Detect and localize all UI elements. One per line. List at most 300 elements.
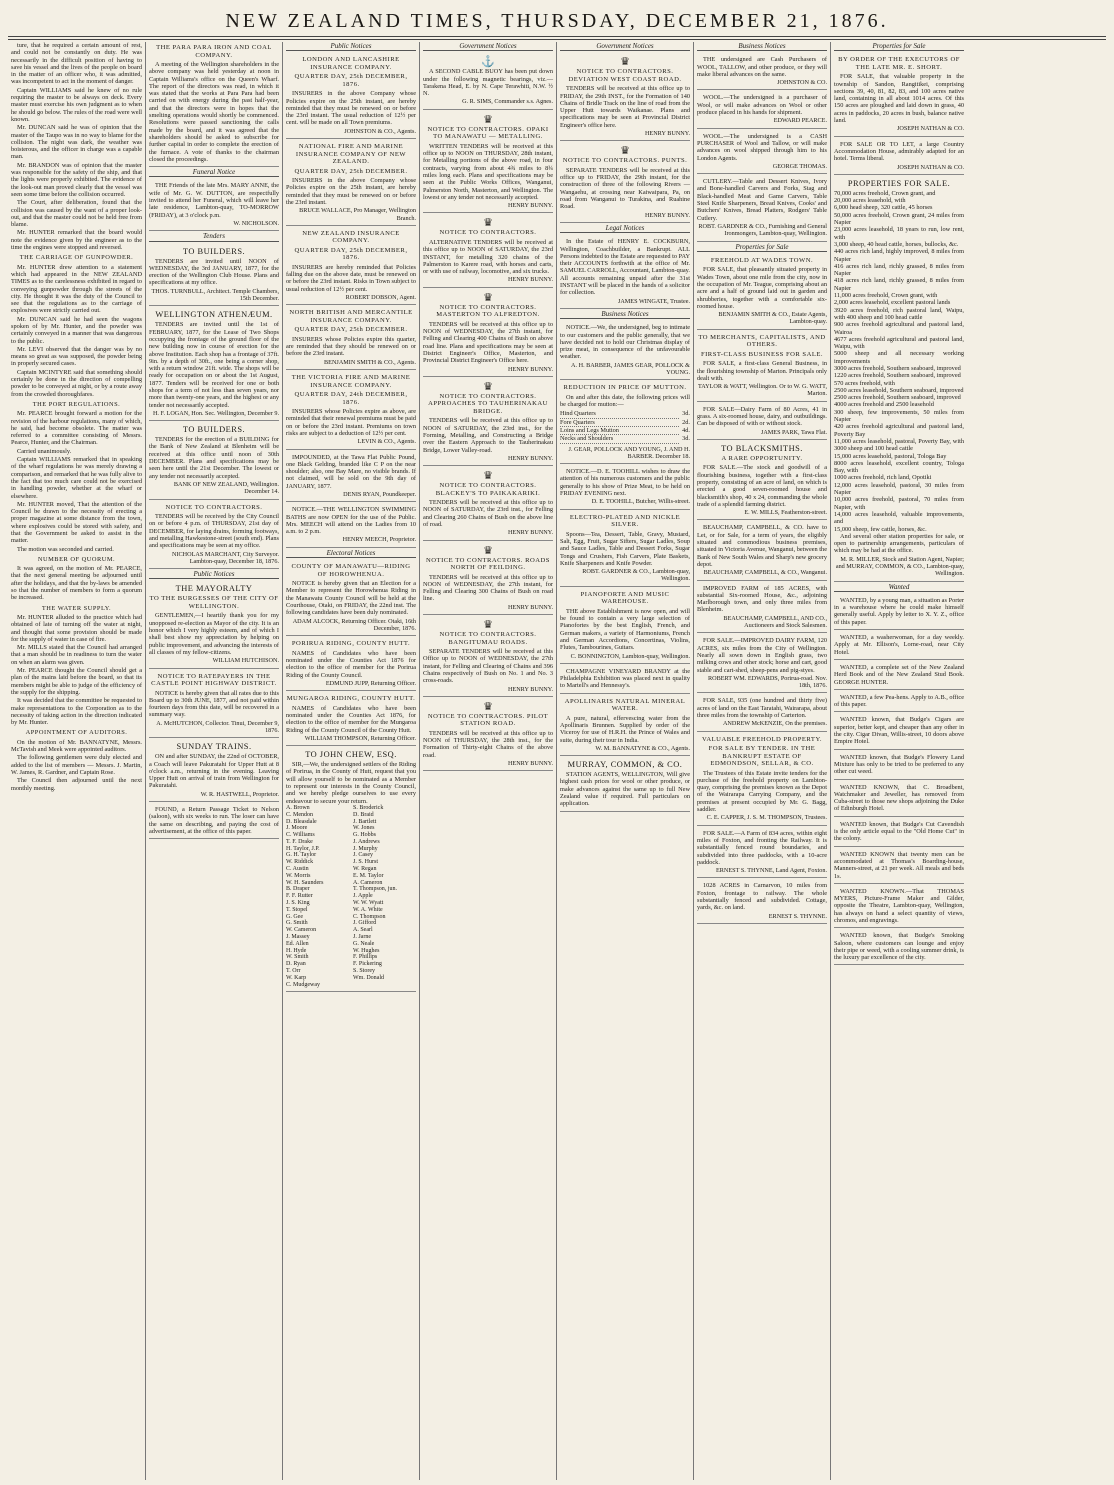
signatory-name: H. Hyde — [286, 947, 307, 954]
news-subheading: THE CARRIAGE OF GUNPOWDER. — [19, 254, 134, 262]
ad-body: SIR,—We, the undersigned settlers of the Riding of Porirua, in the County of Hutt, request that you will allow yourself to be nominated as a Member to represent our interests in the County Council, and we hereby pledge ourselves to use every endeavour to secure your return. — [286, 761, 416, 805]
section-legal: Legal Notices — [560, 225, 690, 233]
signatory-name: T. Thompson, jun. — [353, 886, 397, 893]
ad-signature: GEORGE THOMAS. — [772, 162, 827, 170]
ad-body: GENTLEMEN,—I heartily thank you for my unopposed re-election as Mayor of the city. It is an honor which I very highly esteem, and of which I shall best show my appreciation by helping on public improvement, and advancing the interests of all classes of my fellow-citizens. — [149, 612, 279, 656]
news-paragraph: Mr. HUNTER drew attention to a statement which had appeared in the NEW ZEALAND TIMES as to the carelessness exhibited in regard to conveying gunpowder through the streets of the city. He thought it was the duty of the Council to see that the regulations as to the carriage of explosives were strictly carried out. — [11, 263, 142, 315]
ad-title: NOTICE TO CONTRACTORS. OPAKI TO MANAWATU — METALLING. — [427, 125, 549, 141]
ad-body: And several other station properties for sale, or open to partnership arrangements, particulars of which may be had at the office. — [834, 532, 964, 555]
news-paragraph: It was decided that the committee be requested to make representations to the Corporation as to the necessity of taking action in the direction indicated by Mr. Hunter. — [11, 697, 142, 727]
ad-signature: WILLIAM HUTCHISON. — [212, 657, 279, 665]
signatory-name: G. Neale — [353, 940, 375, 947]
signatory-name: F. Pickering — [353, 961, 382, 968]
ad-body: TENDERS are invited until NOON of WEDNESDAY, the 3rd JANUARY, 1877, for the erection of the Wellington Club House. Plans and specifications at my office. — [149, 257, 279, 287]
ad-body: FOR SALE.—IMPROVED DAIRY FARM, 120 ACRES, six miles from the City of Wellington. Nearly all sown down in English grass, two milking cows and other stock; horse and cart, good stable and cart-shed, sheep-pens and pig-styes. — [697, 637, 827, 674]
ad-signature: ROBT. GARDNER & CO., Lambton-quay, Wellington. — [582, 568, 690, 583]
ad-body: INSURERS are hereby reminded that Policies falling due on the above date, must be renewed on or before the 23rd instant. Risks in Town subject to usual reduction of 12½ per cent. — [286, 263, 416, 293]
ad-body: FOR SALE, that valuable property in the township of Sandon, Rangitikei, comprising sections 39, 40, 81, 82, 83, and 100 acres native land, containing in all about 1014 acres. Of this 150 acres are ploughed and laid down in grass, 40 acres in paddocks, 20 acres in bush, balance native land. — [834, 73, 964, 125]
section-properties: Properties for Sale — [697, 244, 827, 252]
signatory-name: J. Apple — [353, 893, 373, 900]
ad-title: NOTICE TO CONTRACTORS. DEVIATION WEST COAST ROAD. — [568, 68, 682, 83]
ad-signature: W. M. BANNATYNE & CO., Agents. — [595, 744, 690, 752]
signatory-name: W. H. Saunders — [286, 879, 324, 886]
ad-signature: A. H. BARBER, JAMES GEAR, POLLOCK & YOUNG. — [571, 361, 690, 376]
property-entry: 900 acres freehold agricultural and pastoral land, Wairoa — [834, 321, 964, 336]
ad-city-contractors — [149, 502, 279, 570]
ad-signature: HENRY BUNNY. — [644, 211, 690, 219]
property-entry: 3920 acres freehold, rich pastoral land, Waipu, with 400 sheep and 100 head cattle — [834, 306, 964, 321]
signatory-name: C. Mendon — [286, 811, 313, 818]
property-entry: 420 acres freehold agricultural and pastoral land, Poverty Bay — [834, 423, 964, 438]
ad-body: WOOL.—The undersigned is a CASH PURCHASER of Wool and Tallow, or will make advances on wool shipped through him to his London Agents. — [697, 132, 827, 162]
ad-signature: JOHNSTON & CO. — [777, 79, 827, 87]
news-paragraph: Mr. HUNTER alluded to the practice which had obtained of late of turning off the water at night, and thought that some provision should be made for the supply of water in case of fire. — [11, 613, 142, 643]
ad-body: TENDERS will be received at this office up to FRIDAY, the 29th INST., for the Formation of 140 Chains of Bridle Track on the line of road from the Upper Hutt towards Waikanae. Plans and specifications may be seen at Provincial District Engineer's office here. — [560, 85, 690, 129]
ad-body: THE Friends of the late Mrs. MARY ANNE, the wife of Mr. G. W. DUTTON, are respectfully invited to attend her Funeral, which will leave her late residence, Lambton-quay, TO-MORROW (FRIDAY), at 3 o'clock p.m. — [149, 182, 279, 219]
signatory-name: G. Hobbs — [353, 832, 377, 839]
signatory-name: S. Storey — [353, 968, 376, 975]
ad-title: THE PARA PARA IRON AND COAL COMPANY. — [156, 44, 272, 59]
property-entry: 2500 acres leasehold, Southern seaboard, improved — [834, 386, 964, 394]
ad-signature: JAMES WINGATE, Trustee. — [617, 297, 690, 305]
ad-signature: C. E. CAPPER, J. S. M. THOMPSON, Trustees. — [706, 814, 827, 822]
ad-title: BY ORDER OF THE EXECUTORS OF THE LATE MR. E. SHORT. — [838, 56, 960, 71]
ad-valuable-freehold — [697, 734, 827, 826]
ad-title: PORIRUA RIDING, COUNTY HUTT. — [291, 640, 411, 648]
ad-signature: M. R. MILLER, Stock and Station Agent, Napier; and MURRAY, COMMON, & CO., Lambton-quay, Wellington. — [835, 555, 964, 578]
ad-signature: TAYLOR & WATT, Wellington. Or to W. G. WATT, Marton. — [698, 383, 827, 398]
ad-body: TENDERS for the erection of a BUILDING for the Bank of New Zealand at Blenheim will be received at this office until noon of 30th DECEMBER. Plans and specifications may be seen here until the 21st December. The lowest or any tender not necessarily accepted. — [149, 436, 279, 480]
ad-signature: G. R. SIMS, Commander s.s. Agnes. — [462, 98, 553, 106]
ad-body: INSURERS in the above Company whose Policies expire on the 25th instant, are hereby reminded that they must be renewed on or before the 23rd instant. — [286, 177, 416, 206]
ad-signature: HENRY BUNNY. — [507, 454, 553, 462]
news-paragraph: Mr. DUNCAN said he had seen the wagons spoken of by Mr. Hunter, and the powder was certainly conveyed in a manner that was dangerous to the public. — [11, 315, 142, 345]
property-entry: 2,000 acres leasehold, excellent pastoral lands — [834, 299, 951, 307]
signatory-name: Wm. Donald — [353, 974, 384, 981]
news-paragraph: Captain WILLIAMS remarked that in speaking of the wharf regulations he was merely drawing a comparison, and remarked that he was fully alive to the fact that too much care could not be exercised in handling powder, whether at the wharf or elsewhere. — [11, 456, 142, 500]
royal-crest-icon: ♛ — [483, 380, 493, 393]
ad-john-chew — [286, 748, 416, 992]
ad-body: CHAMPAGNE VINEYARD BRANDY at the Philadelphia Exhibition was placed next in quality to Martell's and Hennessy's. — [560, 667, 690, 690]
news-subheading: THE PORT REGULATIONS. — [32, 400, 121, 408]
ad-body: NOTICE is hereby given that all rates due to this Board up to 30th JUNE, 1877, and not paid within fourteen days from this date, will be recovered in a summary way. — [149, 689, 279, 719]
masthead-rule — [8, 36, 1106, 40]
section-electoral: Electoral Notices — [286, 550, 416, 558]
signatory-name: D. Braid — [353, 811, 374, 818]
ad-signature: HENRY BUNNY. — [507, 603, 553, 611]
ad-toohill — [560, 466, 690, 509]
ad-title: PROPERTIES FOR SALE. — [847, 178, 951, 188]
ad-signature: NICHOLAS MARCHANT, City Surveyor. Lambton-quay, December 18, 1876. — [172, 550, 279, 565]
wanted-ad: WANTED known, that Budge's Cigars are superior, better kept, and cheaper than any other in the city. Cigar Divan, Willis-street, 10 doors above Empire Hotel. — [834, 714, 964, 749]
property-entry: 1220 acres freehold, Southern seaboard, improved — [834, 372, 961, 380]
royal-crest-icon: ♛ — [620, 145, 630, 158]
property-entry: 2500 acres freehold, Southern seaboard, improved — [834, 394, 961, 402]
signatories-list — [286, 805, 416, 989]
property-entry: 4677 acres freehold agricultural and pastoral land, Waipu, with — [834, 335, 964, 351]
ad-signature: HENRY BUNNY. — [507, 365, 553, 373]
ad-title: TO BUILDERS. — [182, 425, 246, 435]
royal-crest-icon: ♛ — [483, 217, 493, 230]
property-entry: 20,000 acres leasehold, with — [834, 197, 906, 205]
ad-body: IMPROVED FARM of 185 ACRES, with substantial Six-roomed House, &c., adjoining Marlborough town, and only three miles from Blenheim. — [697, 584, 827, 614]
ad-national-insurance — [286, 141, 416, 226]
property-entry: 14,000 acres leasehold, valuable improvements, and — [834, 510, 964, 526]
property-entry: 15,000 sheep, few cattle, horses, &c. — [834, 525, 927, 533]
ad-signature: HENRY BUNNY. — [507, 685, 553, 693]
ad-signature: HENRY MEECH, Proprietor. — [342, 536, 416, 544]
property-entry: 8000 acres leasehold, excellent country, Tologa Bay, with — [834, 459, 964, 475]
ad-mutton-prices — [560, 382, 690, 464]
news-paragraph: Mr. HUNTER moved, That the attention of the Council be drawn to the necessity of erecting a proper magazine at some distance from the town, where explosives could be stored with safety, and that the Government be asked to assist in the matter. — [11, 500, 142, 545]
ad-title: MUNGAROA RIDING, COUNTY HUTT. — [286, 695, 416, 703]
ad-title: PIANOFORTE AND MUSIC WAREHOUSE. — [580, 590, 670, 606]
ad-body: ALTERNATIVE TENDERS will be received at this office up to NOON of SATURDAY, the 23rd INSTANT, for metalling 320 chains of the Palmerston to Karere road, with horses and carts, or with use of railway, locomotive, and six trucks. — [423, 238, 553, 276]
price-list — [560, 410, 690, 443]
wanted-ad: WANTED, a complete set of the New Zealand Herd Book and of the New Zealand Stud Book. GEORGE HUNTER. — [834, 662, 964, 690]
ad-para-para-company — [149, 42, 279, 167]
signatory-name: F. Phillips — [353, 954, 378, 961]
ad-title: VALUABLE FREEHOLD PROPERTY. — [701, 735, 823, 743]
signatory-name: F. F. Rutter — [286, 893, 313, 900]
royal-crest-icon: ♛ — [483, 291, 493, 304]
wanted-ad: WANTED KNOWN.—That THOMAS MYERS, Picture-Frame Maker and Gilder, opposite the Theatre, Lambton-quay, Wellington, has always on hand a select quantity of views, chromos, and engravings. — [834, 886, 964, 928]
ad-signature: BEAUCHAMP, CAMPBELL, & CO., Wanganui. — [703, 569, 827, 577]
signatory-name: C. Mudgeway — [286, 981, 320, 988]
signatory-name: G. Gee — [286, 913, 303, 920]
signatory-name: A. Cameron — [353, 879, 383, 886]
section-funeral: Funeral Notice — [149, 169, 279, 177]
ad-signature: DENIS RYAN, Poundkeeper. — [343, 491, 416, 498]
page-columns — [8, 42, 1106, 1480]
ad-title: LONDON AND LANCASHIRE INSURANCE COMPANY. — [302, 56, 400, 71]
news-paragraph: Mr. DUNCAN said he was of opinion that the master of the Taupo was in no way to blame for the collision. The night was dark, the weather was boisterous, and the officer in charge was a capable man. — [11, 124, 142, 161]
ad-body: TENDERS will be received at this office up to NOON of WEDNESDAY, the 27th instant, for Felling and Clearing 400 Chains of Bush on above road line. Plans and specifications may be seen at District Engineer's Office, Masterton, and Provincial District Engineer's Office here. — [423, 320, 553, 365]
signatory-name: W. Riddick — [286, 859, 314, 866]
ad-alternative-tenders — [423, 215, 553, 287]
news-paragraph: Mr. MILLS stated that the Council had arranged that a man should be in readiness to turn the water on when an alarm was given. — [11, 644, 142, 666]
signatory-name: W. W. Wyatt — [353, 900, 384, 907]
news-paragraph: The motion was seconded and carried. — [17, 545, 114, 553]
ad-signature: JOSEPH NATHAN & CO. — [896, 125, 964, 133]
news-paragraph: The following gentlemen were duly elected and added to the list of members — Messrs. J. Martin, W. James, R. Gardner, and Captain Rose. — [11, 754, 142, 776]
property-list — [834, 190, 964, 533]
news-paragraph: ture, that he required a certain amount of rest, and could not be constantly on duty. He was necessarily in the difficult position of having to save his vessel and the lives of the people on board in the matter of an officer who, it was admitted, was incompetent to act in the moment of danger. — [11, 42, 142, 86]
column-2 — [145, 42, 282, 1480]
signatory-name — [353, 982, 416, 989]
ad-porirua-riding — [286, 638, 416, 691]
news-paragraph: Mr. HUNTER remarked that the board would note the evidence given by the engineer as to the time the engines were stopped and reversed. — [11, 229, 142, 252]
ad-signature: D. E. TOOHILL, Butcher, Willis-street. — [591, 498, 690, 506]
column-7 — [830, 42, 967, 1480]
ad-title: MURRAY, COMMON, & CO. — [567, 760, 683, 770]
ad-title: REDUCTION IN PRICE OF MUTTON. — [563, 384, 687, 392]
ad-signature: HENRY BUNNY. — [507, 202, 553, 210]
ad-signature: EDWARD PEARCE. — [773, 117, 827, 125]
ad-foxton-farm — [697, 828, 827, 879]
ad-swimming-baths — [286, 504, 416, 547]
ad-cable-buoy — [423, 54, 553, 109]
ad-taratahi-land — [697, 695, 827, 731]
ad-apollinaris — [560, 696, 690, 756]
ad-opaki-contract — [423, 112, 553, 214]
ad-subtitle: QUARTER DAY, 24th DECEMBER, 1876. — [294, 391, 408, 406]
ad-title: NOTICE TO CONTRACTORS. ROADS NORTH OF FEILDING. — [426, 556, 550, 572]
ad-found-ticket — [149, 804, 279, 839]
ad-title: NOTICE TO CONTRACTORS. BLACKEY'S TO PAIKAKARIKI. — [435, 482, 541, 497]
signatory-name: J. Gifford — [353, 920, 377, 927]
ad-body: Spoons—Tea, Dessert, Table, Gravy, Mustard, Salt, Egg, Fruit, Sugar Sifters, Sugar Ladles, Soup and Sauce Ladles, Table and Dessert Forks, Sugar Tongs and Crushers, Fish Carvers, Plate Baskets, Knife Sharpeners and Knife Powder. — [560, 530, 690, 567]
section-business: Business Notices — [560, 311, 690, 319]
signatory-name: W. Smith — [286, 954, 309, 961]
ad-body: The Trustees of this Estate invite tenders for the purchase of the freehold property on Lambton-quay, comprising the premises known as the Depot of the Wairarapa Carrying Company, and the premises at present occupied by Mr. G. Bagg, saddler. — [697, 769, 827, 814]
ad-body: SEPARATE TENDERS will be received at this Office up to NOON of WEDNESDAY, the 27th instant, for Felling and Clearing of Chains and 396 Chains respectively of Bush on No. 1 and No. 3 cross-roads. — [423, 648, 553, 685]
ad-body: ON and after SUNDAY, the 22nd of OCTOBER, a Coach will leave Pakuratahi for Upper Hutt at 8 o'clock a.m., returning in the evening. Leaving Upper Hutt on arrival of train from Wellington for Pakuratahi. — [149, 753, 279, 790]
ad-subtitle: QUARTER DAY, 25th DECEMBER. — [294, 167, 408, 175]
section-government: Government Notices — [560, 43, 690, 51]
signatory-name: S. Broderick — [353, 804, 384, 811]
section-public: Public Notices — [286, 43, 416, 51]
property-entry: 570 acres freehold, with — [834, 379, 895, 387]
ad-london-lancashire — [286, 54, 416, 139]
signatory-name: A. Searl — [353, 927, 373, 934]
wanted-ad: WANTED, by a young man, a situation as Porter in a warehouse where he could make himself generally useful. Apply by letter to X. Y. Z., office of this paper. — [834, 595, 964, 630]
news-paragraph: The Court, after deliberation, found that the collision was caused by the want of a proper look-out, and that the master could not be held free from blame. — [11, 199, 142, 229]
column-3 — [282, 42, 419, 1480]
ad-body: A meeting of the Wellington shareholders in the above company was held yesterday at noon in Captain Williams's office on the Queen's Wharf. The report of the directors was read, in which it was stated that the works at Para Para had been carried on with energy during the past half-year, and that the directors were in hopes that the smelting operations would shortly be commenced. Resolutions were passed sanctioning the calls made by the board, and it was agreed that the shareholders should be asked to subscribe for further capital in order to complete the erection of the furnace. A vote of thanks to the chairman closed the proceedings. — [149, 61, 279, 163]
ad-body: FOR SALE OR TO LET, a large Country Accommodation House, admirably adapted for an hotel. Terms liberal. — [834, 140, 964, 163]
signatory-name: J. Jarne — [353, 934, 371, 941]
ad-body: TENDERS will be received at this office up to NOON of SATURDAY, the 23rd inst., for Felling and Clearing 260 Chains of Bush on the above line of road. — [423, 499, 553, 528]
signatory-name: J. Andrews — [353, 838, 380, 845]
ad-body: NOTICE.—D. E. TOOHILL wishes to draw the attention of his numerous customers and the public generally to his show of Prize Meat, to be held on FRIDAY EVENING next. — [560, 468, 690, 498]
ad-properties-list — [834, 177, 964, 582]
ad-carnarvon-acres — [697, 880, 827, 923]
ad-signature: WILLIAM THOMPSON, Returning Officer. — [304, 734, 416, 742]
ad-signature: W. R. HASTWELL, Proprietor. — [200, 790, 279, 798]
signatory-name: Ed. Allen — [286, 940, 309, 947]
ad-subtitle: A RARE OPPORTUNITY. — [721, 454, 803, 462]
section-tenders: Tenders — [149, 233, 279, 241]
royal-crest-icon: ♛ — [483, 113, 493, 126]
ad-subtitle: QUARTER DAY, 25th DECEMBER. — [294, 326, 408, 334]
ad-signature: JOHNSTON & CO., Agents. — [344, 127, 416, 135]
ad-body: INSURERS whose Policies expire as above, are reminded that their renewal premiums must be paid on or before the 23rd instant. Premiums on town risks are subject to a deduction of 12½ per cent. — [286, 408, 416, 437]
ad-body: WRITTEN TENDERS will be received at this office up to NOON on THURSDAY, 28th instant, for Metalling portions of the above road, in four contracts, varying from about 4¾ miles to 8¾ miles long each. Plans and specifications may be seen at the Public Works Offices, Wanganui, Palmerston North, Masterton, and Wellington. The lowest or any tender not necessarily accepted. — [423, 142, 553, 201]
section-wanted: Wanted — [834, 584, 964, 592]
wanted-ad: WANTED KNOWN that twenty men can be accommodated at Thomas's Boarding-house, Manners-street, at 21 per week. All meals and beds 1s. — [834, 849, 964, 884]
ad-title: NOTICE TO CONTRACTORS. MASTERTON TO ALFREDTON. — [436, 303, 540, 319]
masthead — [0, 0, 1114, 40]
ad-title: NOTICE TO CONTRACTORS. PILOT STATION ROAD. — [427, 712, 549, 728]
ad-blackeys-contract — [423, 468, 553, 540]
ad-bangitumau-contract — [423, 617, 553, 697]
ad-body: FOR SALE, that pleasantly situated property in Wades Town, about one mile from the city, now in the occupation of Mr. Teague, comprising about an acre and a half of ground laid out in garden and shrubberies, together with a comfortable six-roomed house. — [697, 266, 827, 310]
ad-feilding-contract — [423, 543, 553, 615]
ad-body: FOR SALE, a first-class General Business, in the flourishing township of Marton. Principals only dealt with. — [697, 360, 827, 382]
ad-signature: E. W. MILLS, Featherston-street. — [744, 509, 827, 517]
ad-body: In the Estate of HENRY E. COCKBURN, Wellington, Coachbuilder, a Bankrupt. ALL Persons indebted to the Estate are requested to PAY their ACCOUNTS forthwith at the office of Mr. SAMUEL CARROLL, Accountant, Lambton-quay. All accounts remaining unpaid after the 31st INSTANT will be placed in the hands of a solicitor for collection. — [560, 238, 690, 297]
ad-signature: ROBT. GARDNER & CO., Furnishing and General Ironmongers, Lambton-quay, Wellington. — [698, 222, 827, 238]
signatory-name: J. Moore — [286, 825, 308, 832]
ad-body: TENDERS are invited until the 1st of FEBRUARY, 1877, for the Lease of Two Shops occupying the frontage of the ground floor of the new building now in course of erection for the above Institution. Each shop has a frontage of 37ft. 9in. by a depth of 30ft., one being a corner shop, with a return window 21ft. wide. The shops will be ready for occupation on or about the 1st August, 1877. Tenders will be received for one or both shops for a term of not less than seven years, nor more than twenty-one years, and the highest or any tender not necessarily accepted. — [149, 321, 279, 409]
signatory-name: T. Stopel — [286, 906, 308, 913]
ad-body: FOR SALE.—The stock and goodwill of a flourishing business, together with a first-class property, consisting of an acre of land, on which is erected a good seven-roomed house and blacksmith's shop, 40 x 24, commanding the whole trade of a splendid farming district. — [697, 464, 827, 508]
ad-subtitle: FIRST-CLASS BUSINESS FOR SALE. — [700, 350, 824, 358]
property-entry: 12,000 acres leasehold, pastoral, 30 miles from Napier — [834, 481, 964, 497]
news-paragraph: Captain WILLIAMS said he knew of no rule requiring the master to be always on deck. Every master must exercise his own judgment as to when he should go below. The rules of the road were well known. — [11, 86, 142, 123]
ad-body: NAMES of Candidates who have been nominated under the Counties Act 1876, for election to the office of member for the Mungaroa Riding of the County Council of the County Hutt. — [286, 704, 416, 734]
ad-body: FOR SALE.—A Farm of 834 acres, within eight miles of Foxton, and fronting the Railway. It is substantially fenced round boundaries, and subdivided into three paddocks, with a 10-acre paddock. — [697, 829, 827, 866]
ad-signature: JAMES PARK, Tawa Flat. — [760, 428, 827, 436]
ad-title: NOTICE TO CONTRACTORS. — [439, 229, 537, 237]
ad-beauchamp-wanganui — [697, 522, 827, 580]
wanted-list — [834, 595, 964, 966]
property-entry: 418 acres rich land, richly grassed, 8 miles from Napier — [834, 277, 964, 292]
signatory-name: W. Jones — [353, 825, 375, 832]
signatory-name: W. Hughes — [353, 947, 380, 954]
signatory-name: D. Bleasdale — [286, 818, 317, 825]
ad-signature: A. McHUTCHON, Collector. Tinui, December 9, 1876. — [156, 719, 279, 734]
property-entry: 50,000 acres freehold, Crown grant, 24 miles from Napier — [834, 211, 964, 227]
ad-title: APOLLINARIS NATURAL MINERAL WATER. — [564, 697, 686, 713]
price-row: Loins and Legs Mutton 4d. — [560, 426, 690, 434]
signatory-name: C. Thompson — [353, 913, 386, 920]
royal-crest-icon: ♛ — [483, 700, 493, 713]
signatory-name: W. A. White — [353, 906, 383, 913]
ad-signature: THOS. TURNBULL, Architect. Temple Chambers, 15th December. — [151, 287, 279, 303]
signatory-name: G. H. Taylor — [286, 852, 317, 859]
ad-wool-thomas — [697, 131, 827, 174]
ad-body: TENDERS will be received at this office up to NOON of THURSDAY, the 28th inst., for the Formation of Thirty-eight Chains of the above road. — [423, 729, 553, 759]
ad-pilot-station-contract — [423, 699, 553, 771]
ad-signature: HENRY BUNNY. — [507, 760, 553, 768]
ad-pianoforte — [560, 589, 690, 664]
property-entry: 23,000 acres leasehold, 18 years to run, low rent, with — [834, 226, 964, 241]
news-paragraph: Mr. LEVI observed that the danger was by no means so great as was supposed, the powder being in properly secured cases. — [11, 345, 142, 368]
property-entry: 440 acres rich land, highly improved, 8 miles from Napier — [834, 248, 964, 263]
ad-signature: J. GEAR, POLLOCK AND YOUNG, J. AND H. BARBER. December 18. — [568, 445, 690, 460]
signatory-name: W. Regan — [353, 866, 377, 873]
ad-body: NOTICE.—THE WELLINGTON SWIMMING BATHS are now OPEN for the use of the Public. Mrs. MEECH will attend on the Ladies from 10 a.m. to 2 p.m. — [286, 506, 416, 536]
ad-wool-pearce — [697, 92, 827, 128]
column-5 — [556, 42, 693, 1480]
signatory-name: T. Orr — [286, 968, 301, 975]
ad-mayoralty — [149, 582, 279, 668]
signatory-name: C. Austin — [286, 866, 309, 873]
ad-body: A pure, natural, effervescing water from the Apollinaris Brunnen. Supplied by order of the Viceroy for use of H.R.H. the Prince of Wales and suite, during their tour in India. — [560, 714, 690, 744]
ad-body: IMPOUNDED, at the Tawa Flat Public Pound, one Black Gelding, branded like C P on the near shoulder; also, one Bay Mare, no visible brands. If not claimed, will be sold on the 9th day of JANUARY, 1877. — [286, 453, 416, 490]
signatory-name: W. Morris — [286, 872, 311, 879]
column-1 — [8, 42, 145, 1480]
property-entry: 3000 acres freehold, Southern seaboard, improved — [834, 364, 961, 372]
ad-sunday-trains — [149, 740, 279, 802]
signatory-name: B. Draper — [286, 886, 310, 893]
royal-crest-icon: ♛ — [620, 56, 630, 69]
ad-athenaeum — [149, 308, 279, 421]
ad-victoria-insurance — [286, 372, 416, 449]
ad-executors-short — [834, 54, 964, 136]
ad-title: NOTICE TO CONTRACTORS. BANGITUMAU ROADS. — [439, 631, 537, 646]
ad-title: FREEHOLD AT WADES TOWN. — [710, 256, 814, 264]
news-paragraph: Mr. BRANDON was of opinion that the master was responsible for the safety of the ship, and that the lights were properly exhibited. The evidence of the look-out man proved clearly that the vessel was seen some time before the collision occurred. — [11, 161, 142, 198]
signatory-name: J. S. King — [286, 900, 310, 907]
signatory-name: W. Cameron — [286, 927, 317, 934]
ad-body: THE above Establishment is now open, and will be found to contain a very large selection of Pianofortes by the best English, French, and German makers, a variety of Harmoniums, French and German Accordions, Concertinas, Violins, Flutes, Tambourines, Guitars. — [560, 607, 690, 652]
property-entry: 1000 acres freehold, rich land, Opotiki — [834, 474, 932, 482]
property-entry: 11,000 acres freehold, Crown grant, with — [834, 292, 938, 300]
ad-body: TENDERS will be received by the City Council on or before 4 p.m. of THURSDAY, 21st day of DECEMBER, for laying drains, forming footways, and metalling Hawkestone-street (south end). Plans and specifications may be seen at my office. — [149, 513, 279, 550]
ad-butchers-notice — [560, 322, 690, 380]
ad-signature: ERNEST S. THYNNE, Land Agent, Foxton. — [716, 867, 827, 875]
ad-body: THE undersigned are Cash Purchasers of WOOL, TALLOW, and other produce, or they will make liberal advances on the same. — [697, 56, 827, 78]
ad-accommodation-house — [834, 139, 964, 175]
signatory-name: T. F. Drake — [286, 838, 313, 845]
signatory-name: J. Casey — [353, 852, 373, 859]
signatory-name: G. Smith — [286, 920, 308, 927]
ad-title: NOTICE TO CONTRACTORS. — [165, 503, 263, 511]
ad-title: NOTICE TO RATEPAYERS IN THE CASTLE POINT HIGHWAY DISTRICT. — [151, 672, 277, 687]
ad-signature: ROBERT DOBSON, Agent. — [345, 294, 416, 302]
ad-title: ELECTRO-PLATED AND NICKLE SILVER. — [569, 513, 681, 529]
ad-body: FOR SALE—Dairy Farm of 80 Acres, 41 in grass. A six-roomed house, dairy, and outbuildings. Can be disposed of with or without stock. — [697, 405, 827, 428]
signatory-name: J. Murphy — [353, 845, 378, 852]
ad-signature: BENJAMIN SMITH & CO., Agents. — [324, 358, 416, 366]
ad-castle-point-rates — [149, 671, 279, 739]
news-paragraph: On the motion of Mr. BANNATYNE, Messrs. McTavish and Meek were appointed auditors. — [11, 738, 142, 754]
ad-dairy-farm — [697, 404, 827, 440]
ad-title: NATIONAL FIRE AND MARINE INSURANCE COMPANY OF NEW ZEALAND. — [295, 143, 407, 166]
ad-title: NORTH BRITISH AND MERCANTILE INSURANCE COMPANY. — [289, 309, 413, 324]
royal-crest-icon: ♛ — [483, 470, 493, 483]
ad-mungaroa-riding — [286, 693, 416, 746]
ad-title: WELLINGTON ATHENÆUM. — [155, 310, 273, 320]
news-paragraph: Mr. PEARCE thought the Council should get a plan of the mains laid before the board, so that its members might be able to judge of the efficiency of the supply for the shipping. — [11, 667, 142, 696]
wanted-ad: WANTED known, that Budge's Cut Cavendish is the only article equal to the "Old Home Cut" in the colony. — [834, 819, 964, 847]
section-business: Business Notices — [697, 43, 827, 51]
ad-title: TO JOHN CHEW, ESQ. — [305, 750, 397, 760]
ad-manawatu-riding — [286, 561, 416, 636]
ad-body: INSURERS in the above Company whose Policies expire on the 25th instant, are hereby reminded that they must be renewed on or before the 23rd instant. The usual reduction of 12½ per cent. will be made on all Town premiums. — [286, 90, 416, 127]
ad-signature: ERNEST S. THYNNE. — [768, 912, 827, 920]
ad-body: NOTICE.—We, the undersigned, beg to intimate to our customers and the public generally, that we have decided not to hold our Christmas display of prize meat, in consequence of the unfavourable weather. — [560, 324, 690, 361]
property-entry: 5000 sheep and all necessary working improvements — [834, 350, 964, 365]
property-entry: 10,000 acres freehold, pastoral, 70 miles from Napier, with — [834, 496, 964, 511]
ad-masterton-contract — [423, 290, 553, 377]
property-entry: 70,000 acres freehold, Crown grant, and — [834, 189, 936, 197]
signatory-name: C. Williams — [286, 832, 315, 839]
ad-signature: ADAM ALCOCK, Returning Officer. Otaki, 16th December, 1876. — [292, 617, 416, 632]
ad-signature: C. BONNINGTON, Lambton-quay, Wellington. — [570, 652, 690, 660]
ad-deviation-road — [560, 54, 690, 141]
ad-body: SEPARATE TENDERS will be received at this office up to FRIDAY, the 29th instant, for the construction of three of the following Rivers — Wangaehu, at crossing near Kaiwaipara, Pa, on road from Wanganui to Turakina, and Ruahine Road. — [560, 166, 690, 211]
ad-funeral — [149, 180, 279, 231]
ad-tender-builders-2 — [149, 423, 279, 499]
ad-merchants — [697, 332, 827, 402]
ad-title: THE VICTORIA FIRE AND MARINE INSURANCE COMPANY. — [291, 374, 411, 389]
signatory-name: D. Ryan — [286, 961, 306, 968]
ad-signature: ANDREW McKENZIE, On the premises. — [722, 720, 827, 728]
ad-title: COUNTY OF MANAWATU—RIDING OF HOROWHENUA. — [291, 563, 411, 578]
ad-electroplate — [560, 512, 690, 587]
anchor-icon: ⚓ — [481, 56, 495, 69]
ad-punts-contract — [560, 143, 690, 223]
wanted-ad: WANTED known, that Budge's Smoking Saloon, where customers can lounge and enjoy their pipe or weed, with a cooling summer drink, is the luxury par excellence of the city. — [834, 930, 964, 965]
ad-signature: W. NICHOLSON. — [233, 219, 279, 227]
ad-signature: LEVIN & CO., Agents. — [357, 438, 416, 446]
news-paragraph: It was agreed, on the motion of Mr. PEARCE, that the next general meeting be adjourned until after the holidays, and that the by-laws be amended so that the number of members to form a quorum be increased. — [11, 565, 142, 602]
ad-body: On and after this date, the following prices will be charged for mutton:— — [560, 393, 690, 409]
